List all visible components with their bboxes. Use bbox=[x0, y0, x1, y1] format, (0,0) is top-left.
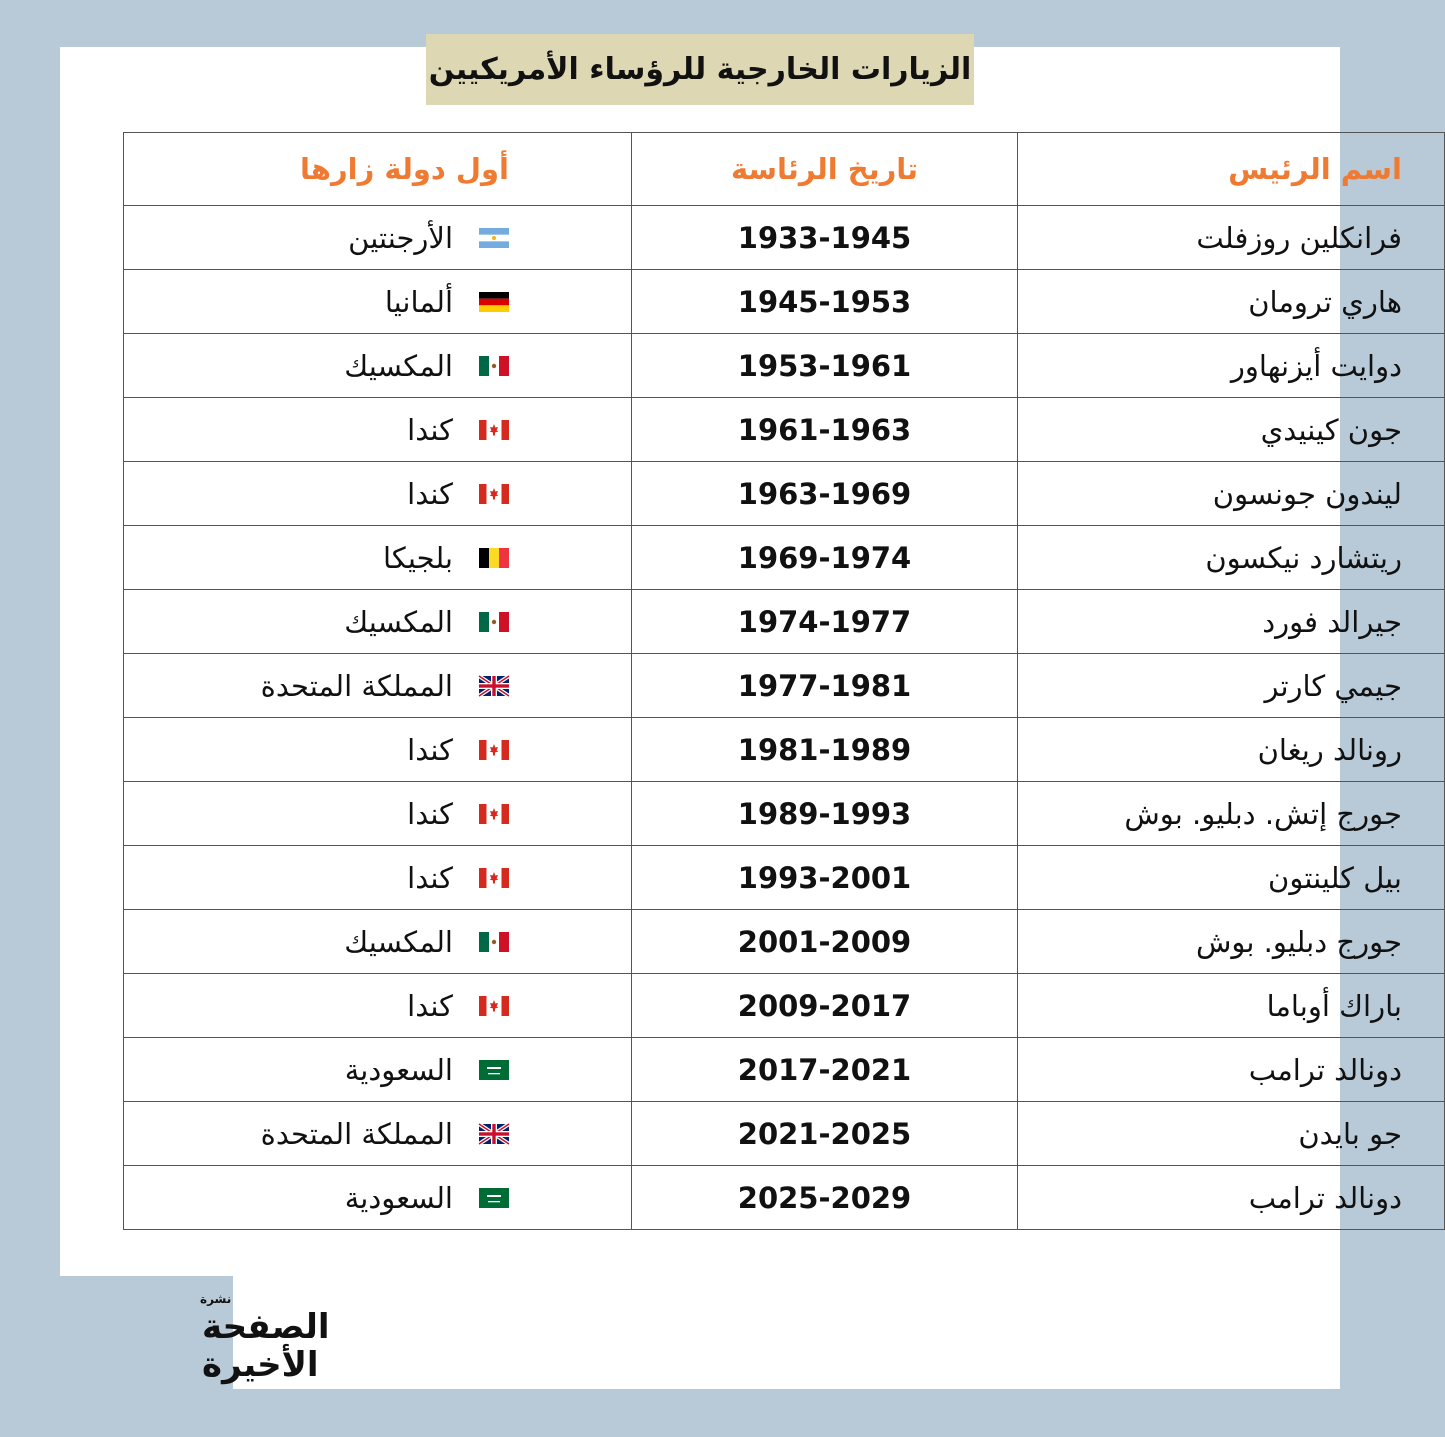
presidency-years: 1981-1989 bbox=[632, 718, 1018, 782]
country-name: السعودية bbox=[344, 1052, 453, 1087]
country-name: المكسيك bbox=[344, 924, 453, 959]
country-wrap bbox=[261, 1117, 509, 1151]
president-name: جيرالد فورد bbox=[1018, 590, 1445, 654]
canada-flag bbox=[479, 868, 509, 888]
canada-flag bbox=[479, 484, 509, 504]
country-name: المكسيك bbox=[344, 604, 453, 639]
table-row bbox=[124, 1038, 1445, 1102]
president-name: جورج إتش. دبليو. بوش bbox=[1018, 782, 1445, 846]
argentina-flag bbox=[479, 228, 509, 248]
canada-flag bbox=[479, 804, 509, 824]
country-wrap bbox=[407, 861, 509, 895]
first-country-cell bbox=[124, 206, 632, 270]
country-name: ألمانيا bbox=[384, 284, 453, 319]
first-country-cell bbox=[124, 910, 632, 974]
canada-flag bbox=[479, 420, 509, 440]
president-name: جورج دبليو. بوش bbox=[1018, 910, 1445, 974]
first-country-cell bbox=[124, 846, 632, 910]
country-name: كندا bbox=[407, 796, 453, 831]
president-name: بيل كلينتون bbox=[1018, 846, 1445, 910]
table-row bbox=[124, 206, 1445, 270]
table-row bbox=[124, 526, 1445, 590]
presidency-years: 1969-1974 bbox=[632, 526, 1018, 590]
table-row bbox=[124, 1166, 1445, 1230]
president-name: ريتشارد نيكسون bbox=[1018, 526, 1445, 590]
country-name: كندا bbox=[407, 412, 453, 447]
header-president-name: اسم الرئيس bbox=[1018, 133, 1445, 206]
country-name: المكسيك bbox=[344, 348, 453, 383]
canada-flag bbox=[479, 996, 509, 1016]
first-country-cell bbox=[124, 782, 632, 846]
presidency-years: 2025-2029 bbox=[632, 1166, 1018, 1230]
table-row bbox=[124, 974, 1445, 1038]
presidents-table bbox=[123, 132, 1445, 1230]
presidency-years: 1933-1945 bbox=[632, 206, 1018, 270]
president-name: رونالد ريغان bbox=[1018, 718, 1445, 782]
canada-flag bbox=[479, 740, 509, 760]
country-wrap bbox=[344, 925, 509, 959]
first-country-cell bbox=[124, 334, 632, 398]
table-header-row bbox=[124, 133, 1445, 206]
presidency-years: 1945-1953 bbox=[632, 270, 1018, 334]
president-name: جو بايدن bbox=[1018, 1102, 1445, 1166]
country-wrap bbox=[407, 989, 509, 1023]
mexico-flag bbox=[479, 356, 509, 376]
first-country-cell bbox=[124, 1038, 632, 1102]
country-name: كندا bbox=[407, 732, 453, 767]
country-name: المملكة المتحدة bbox=[260, 1116, 453, 1151]
header-first-country: أول دولة زارها bbox=[124, 133, 632, 206]
country-name: السعودية bbox=[344, 1180, 453, 1215]
uk-flag bbox=[479, 676, 509, 696]
table-row bbox=[124, 462, 1445, 526]
germany-flag bbox=[479, 292, 509, 312]
mexico-flag bbox=[479, 612, 509, 632]
table-row bbox=[124, 910, 1445, 974]
saudi-flag bbox=[479, 1060, 509, 1080]
president-name: دوايت أيزنهاور bbox=[1018, 334, 1445, 398]
table-row bbox=[124, 590, 1445, 654]
uk-flag bbox=[479, 1124, 509, 1144]
page-title: الزيارات الخارجية للرؤساء الأمريكيين bbox=[426, 34, 974, 105]
presidency-years: 1974-1977 bbox=[632, 590, 1018, 654]
first-country-cell bbox=[124, 590, 632, 654]
presidency-years: 2021-2025 bbox=[632, 1102, 1018, 1166]
table-row bbox=[124, 270, 1445, 334]
saudi-flag bbox=[479, 1188, 509, 1208]
country-name: كندا bbox=[407, 988, 453, 1023]
country-wrap bbox=[344, 349, 509, 383]
country-wrap bbox=[407, 733, 509, 767]
first-country-cell bbox=[124, 526, 632, 590]
country-name: كندا bbox=[407, 476, 453, 511]
table-row bbox=[124, 654, 1445, 718]
belgium-flag bbox=[479, 548, 509, 568]
presidency-years: 2001-2009 bbox=[632, 910, 1018, 974]
country-wrap bbox=[385, 285, 509, 319]
country-name: بلجيكا bbox=[383, 540, 453, 575]
presidency-years: 1977-1981 bbox=[632, 654, 1018, 718]
table-row bbox=[124, 718, 1445, 782]
presidency-years: 2009-2017 bbox=[632, 974, 1018, 1038]
logo-line1: الصفحة bbox=[202, 1307, 330, 1347]
first-country-cell bbox=[124, 398, 632, 462]
president-name: باراك أوباما bbox=[1018, 974, 1445, 1038]
country-wrap bbox=[407, 797, 509, 831]
logo-line2: الأخيرة bbox=[202, 1345, 319, 1385]
table-row bbox=[124, 398, 1445, 462]
president-name: فرانكلين روزفلت bbox=[1018, 206, 1445, 270]
mexico-flag bbox=[479, 932, 509, 952]
header-presidency-dates: تاريخ الرئاسة bbox=[632, 133, 1018, 206]
president-name: هاري ترومان bbox=[1018, 270, 1445, 334]
president-name: ليندون جونسون bbox=[1018, 462, 1445, 526]
country-wrap bbox=[348, 221, 509, 255]
first-country-cell bbox=[124, 462, 632, 526]
country-wrap bbox=[383, 541, 509, 575]
presidency-years: 1989-1993 bbox=[632, 782, 1018, 846]
country-name: المملكة المتحدة bbox=[260, 668, 453, 703]
president-name: دونالد ترامب bbox=[1018, 1038, 1445, 1102]
country-name: كندا bbox=[407, 860, 453, 895]
first-country-cell bbox=[124, 654, 632, 718]
presidency-years: 1953-1961 bbox=[632, 334, 1018, 398]
presidency-years: 1993-2001 bbox=[632, 846, 1018, 910]
president-name: جيمي كارتر bbox=[1018, 654, 1445, 718]
president-name: جون كينيدي bbox=[1018, 398, 1445, 462]
presidency-years: 1963-1969 bbox=[632, 462, 1018, 526]
country-wrap bbox=[344, 605, 509, 639]
first-country-cell bbox=[124, 1102, 632, 1166]
logo-small-text: نشرة bbox=[200, 1292, 232, 1306]
first-country-cell bbox=[124, 974, 632, 1038]
table-row bbox=[124, 334, 1445, 398]
first-country-cell bbox=[124, 718, 632, 782]
logo bbox=[60, 1276, 330, 1389]
country-wrap bbox=[345, 1053, 509, 1087]
presidency-years: 2017-2021 bbox=[632, 1038, 1018, 1102]
presidency-years: 1961-1963 bbox=[632, 398, 1018, 462]
table-row bbox=[124, 846, 1445, 910]
country-wrap bbox=[407, 413, 509, 447]
president-name: دونالد ترامب bbox=[1018, 1166, 1445, 1230]
country-wrap bbox=[345, 1181, 509, 1215]
first-country-cell bbox=[124, 1166, 632, 1230]
first-country-cell bbox=[124, 270, 632, 334]
country-name: الأرجنتين bbox=[348, 220, 453, 255]
table-row bbox=[124, 782, 1445, 846]
country-wrap bbox=[407, 477, 509, 511]
table-row bbox=[124, 1102, 1445, 1166]
country-wrap bbox=[261, 669, 509, 703]
